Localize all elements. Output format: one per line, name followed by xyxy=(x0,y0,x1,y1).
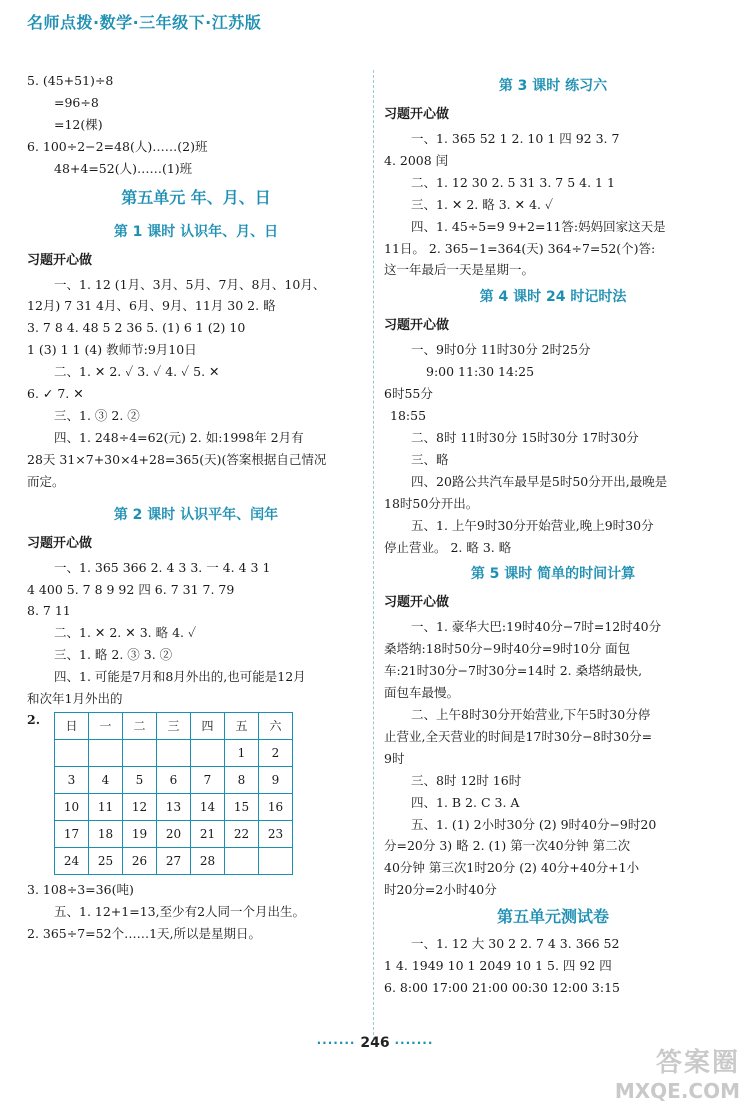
unit-title: 第五单元 年、月、日 xyxy=(121,187,271,207)
calendar-cell: 5 xyxy=(123,766,157,793)
left-column xyxy=(27,70,365,945)
calendar-header-cell: 三 xyxy=(157,712,191,739)
answer-line: 3. 7 8 4. 48 5 2 36 5. (1) 6 1 (2) 10 xyxy=(27,320,246,336)
calendar-header-cell: 一 xyxy=(89,712,123,739)
test-answers xyxy=(384,933,722,999)
calendar-cell: 27 xyxy=(157,847,191,874)
answer-line: 18时50分开出。 xyxy=(384,495,479,511)
answer-line: 40分钟 第三次1时20分 (2) 40分+40分+1小 xyxy=(384,860,640,876)
answer-line: 一、1. 12 大 30 2 2. 7 4 3. 366 52 xyxy=(411,936,620,952)
footer-dots-right: ······· xyxy=(394,1036,434,1050)
answer-line: 6时55分 xyxy=(384,386,433,402)
answer-line: 二、1. ✕ 2. ✓ 3. ✓ 4. ✓ 5. ✕ xyxy=(54,364,220,380)
calendar-row xyxy=(55,739,293,766)
calendar-cell: 9 xyxy=(259,766,293,793)
answer-line: 三、1. ✕ 2. 略 3. ✕ 4. ✓ xyxy=(411,196,554,212)
answer-line: =96÷8 xyxy=(54,94,99,110)
answer-line: 四、1. 可能是7月和8月外出的,也可能是12月 xyxy=(54,669,306,685)
header-title: 名师点拨·数学·三年级下·江苏版 xyxy=(27,13,262,32)
watermark-bottom: MXQE.COM xyxy=(614,1079,740,1103)
answer-line: 三、略 xyxy=(411,451,449,467)
calendar-row xyxy=(55,793,293,820)
page-number: 246 xyxy=(360,1035,390,1051)
answer-line: 9:00 11:30 14:25 xyxy=(426,364,535,380)
answer-line: 一、9时0分 11时30分 2时25分 xyxy=(411,342,591,358)
answer-line: 1 (3) 1 1 (4) 教师节:9月10日 xyxy=(27,342,197,358)
calendar-cell xyxy=(191,739,225,766)
calendar-header-cell: 日 xyxy=(55,712,89,739)
calendar-cell: 18 xyxy=(89,820,123,847)
calendar-cell: 20 xyxy=(157,820,191,847)
section-heading: 习题开心做 xyxy=(384,107,450,122)
answer-line: 和次年1月外出的 xyxy=(27,691,123,707)
calendar-header-cell: 五 xyxy=(225,712,259,739)
calendar-label: 2. xyxy=(27,711,41,727)
calendar-header-cell: 二 xyxy=(123,712,157,739)
calendar-cell: 14 xyxy=(191,793,225,820)
answer-line: 二、1. 12 30 2. 5 31 3. 7 5 4. 1 1 xyxy=(411,174,615,190)
calendar-cell xyxy=(89,739,123,766)
calendar-header-cell: 四 xyxy=(191,712,225,739)
answer-line: 五、1. 上午9时30分开始营业,晚上9时30分 xyxy=(411,517,654,533)
answer-line: 1 4. 1949 10 1 2049 10 1 5. 四 92 四 xyxy=(384,958,612,974)
calendar-cell xyxy=(123,739,157,766)
answer-line: 48+4=52(人)……(1)班 xyxy=(54,160,193,176)
lesson-5-answers xyxy=(384,616,722,901)
calendar-cell: 1 xyxy=(225,739,259,766)
answer-line: 三、1. 略 2. ③ 3. ② xyxy=(54,647,173,663)
test-title: 第五单元测试卷 xyxy=(496,907,609,927)
answer-line: 8. 7 11 xyxy=(27,603,71,619)
calendar-cell: 8 xyxy=(225,766,259,793)
answer-line: 这一年最后一天是星期一。 xyxy=(384,262,535,278)
right-column xyxy=(384,70,722,999)
answer-line: =12(棵) xyxy=(54,116,103,132)
answer-line: 止营业,全天营业的时间是17时30分−8时30分= xyxy=(384,728,653,744)
answer-line: 3. 108÷3=36(吨) xyxy=(27,881,134,897)
lesson-3-title: 第 3 课时 练习六 xyxy=(498,78,608,94)
answer-line: 4 400 5. 7 8 9 92 四 6. 7 31 7. 79 xyxy=(27,581,235,597)
footer-dots-left: ······· xyxy=(316,1036,356,1050)
column-divider xyxy=(373,70,375,1040)
calendar-cell: 22 xyxy=(225,820,259,847)
answer-line: 三、1. ③ 2. ② xyxy=(54,407,140,423)
pre-lines xyxy=(27,70,365,180)
calendar-cell: 23 xyxy=(259,820,293,847)
answer-line: 4. 2008 闰 xyxy=(384,152,449,168)
answer-line: 四、1. 248÷4=62(元) 2. 如:1998年 2月有 xyxy=(54,429,304,445)
calendar-cell xyxy=(259,847,293,874)
answer-line: 而定。 xyxy=(27,473,65,489)
calendar-header-cell: 六 xyxy=(259,712,293,739)
calendar-cell xyxy=(157,739,191,766)
answer-line: 11日。 2. 365−1=364(天) 364÷7=52(个)答: xyxy=(384,240,656,256)
section-heading: 习题开心做 xyxy=(384,595,450,611)
calendar-cell: 3 xyxy=(55,766,89,793)
section-heading: 习题开心做 xyxy=(27,252,93,268)
calendar-table xyxy=(54,712,293,875)
lesson-2-after xyxy=(27,879,365,945)
section-heading: 习题开心做 xyxy=(384,318,450,334)
calendar-cell: 11 xyxy=(89,793,123,820)
calendar-cell xyxy=(55,739,89,766)
watermark xyxy=(615,1042,740,1103)
lesson-4-answers xyxy=(384,339,722,558)
calendar-cell: 12 xyxy=(123,793,157,820)
lesson-5-title: 第 5 课时 简单的时间计算 xyxy=(470,566,636,583)
lesson-1-title: 第 1 课时 认识年、月、日 xyxy=(113,223,279,240)
calendar-cell: 21 xyxy=(191,820,225,847)
answer-line: 四、20路公共汽车最早是5时50分开出,最晚是 xyxy=(411,473,668,489)
watermark-top: 答案圈 xyxy=(655,1048,740,1078)
answer-line: 三、8时 12时 16时 xyxy=(411,772,522,788)
answer-line: 二、8时 11时30分 15时30分 17时30分 xyxy=(411,429,639,445)
calendar-block xyxy=(27,712,365,875)
lesson-2-answers xyxy=(27,557,365,710)
answer-line: 18:55 xyxy=(390,408,427,424)
answer-line: 一、1. 365 366 2. 4 3 3. 一 4. 4 3 1 xyxy=(54,559,271,575)
answer-line: 6. ✓ 7. ✕ xyxy=(27,386,84,402)
answer-line: 6. 8:00 17:00 21:00 00:30 12:00 3:15 xyxy=(384,980,620,995)
calendar-row xyxy=(55,766,293,793)
answer-line: 9时 xyxy=(384,750,405,766)
section-heading: 习题开心做 xyxy=(27,535,93,551)
answer-line: 分=20分 3) 略 2. (1) 第一次40分钟 第二次 xyxy=(384,838,631,854)
lesson-3-answers xyxy=(384,128,722,281)
answer-line: 二、上午8时30分开始营业,下午5时30分停 xyxy=(411,707,651,723)
answer-line: 四、1. 45÷5=9 9+2=11答:妈妈回家这天是 xyxy=(411,218,666,234)
calendar-row xyxy=(55,820,293,847)
answer-line: 时20分=2小时40分 xyxy=(384,882,497,898)
answer-line: 二、1. ✕ 2. ✕ 3. 略 4. ✓ xyxy=(54,625,197,641)
answer-line: 停止营业。 2. 略 3. 略 xyxy=(384,539,512,555)
calendar-cell: 28 xyxy=(191,847,225,874)
lesson-1-answers xyxy=(27,274,365,493)
calendar-cell: 19 xyxy=(123,820,157,847)
calendar-cell: 26 xyxy=(123,847,157,874)
calendar-cell xyxy=(225,847,259,874)
calendar-cell: 2 xyxy=(259,739,293,766)
answer-line: 6. 100÷2−2=48(人)……(2)班 xyxy=(27,138,208,154)
calendar-cell: 25 xyxy=(89,847,123,874)
calendar-cell: 16 xyxy=(259,793,293,820)
answer-line: 28天 31×7+30×4+28=365(天)(答案根据自己情况 xyxy=(27,451,327,467)
answer-line: 2. 365÷7=52个……1天,所以是星期日。 xyxy=(27,925,261,941)
answer-line: 四、1. B 2. C 3. A xyxy=(411,794,520,810)
calendar-header-row xyxy=(55,712,293,739)
answer-line: 一、1. 365 52 1 2. 10 1 四 92 3. 7 xyxy=(411,131,620,146)
calendar-cell: 6 xyxy=(157,766,191,793)
calendar-cell: 13 xyxy=(157,793,191,820)
answer-line: 一、1. 12 (1月、3月、5月、7月、8月、10月、 xyxy=(54,276,326,292)
lesson-2-title: 第 2 课时 认识平年、闰年 xyxy=(113,506,279,523)
answer-line: 桑塔纳:18时50分−9时40分=9时10分 面包 xyxy=(384,641,631,657)
answer-line: 车:21时30分−7时30分=14时 2. 桑塔纳最快, xyxy=(384,663,643,679)
calendar-cell: 17 xyxy=(55,820,89,847)
answer-line: 12月) 7 31 4月、6月、9月、11月 30 2. 略 xyxy=(27,298,276,314)
calendar-cell: 7 xyxy=(191,766,225,793)
lesson-4-title: 第 4 课时 24 时记时法 xyxy=(479,289,627,306)
answer-line: 5. (45+51)÷8 xyxy=(27,73,114,88)
answer-line: 一、1. 豪华大巴:19时40分−7时=12时40分 xyxy=(411,619,662,635)
calendar-cell: 24 xyxy=(55,847,89,874)
calendar-cell: 10 xyxy=(55,793,89,820)
answer-line: 五、1. 12+1=13,至少有2人同一个月出生。 xyxy=(54,903,306,919)
answer-line: 面包车最慢。 xyxy=(384,685,460,701)
calendar-row xyxy=(55,847,293,874)
calendar-cell: 4 xyxy=(89,766,123,793)
answer-line: 五、1. (1) 2小时30分 (2) 9时40分−9时20 xyxy=(411,816,657,832)
calendar-cell: 15 xyxy=(225,793,259,820)
